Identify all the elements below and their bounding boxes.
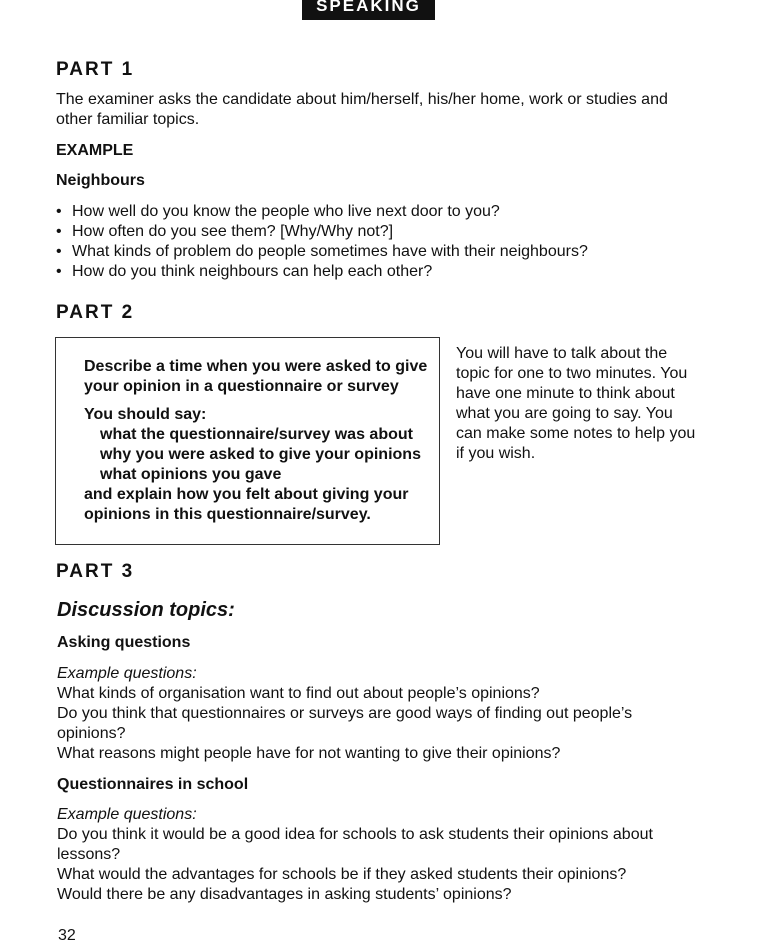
- list-item: why you were asked to give your opinions: [100, 446, 421, 463]
- page-number: 32: [58, 927, 76, 944]
- list-item: • What kinds of problem do people sometimes have with their neighbours?: [56, 242, 588, 262]
- part-1-question-list: [56, 202, 588, 282]
- list-item: What would the advantages for schools be if they asked students their opinions?: [57, 866, 627, 883]
- list-item: Do you think it would be a good idea for schools to ask students their opinions about lessons?: [57, 826, 653, 863]
- list-item: What kinds of organisation want to find out about people’s opinions?: [57, 685, 540, 702]
- example-label: EXAMPLE: [56, 142, 134, 159]
- task-card-should-say: You should say:: [84, 406, 207, 423]
- list-item: what opinions you gave: [100, 466, 282, 483]
- discussion-title: Discussion topics:: [57, 599, 235, 621]
- list-item: • How do you think neighbours can help each other?: [56, 262, 588, 282]
- list-item: • How often do you see them? [Why/Why not?]: [56, 222, 588, 242]
- part-3-heading: PART 3: [56, 561, 135, 582]
- section-banner: SPEAKING: [302, 0, 435, 20]
- part-2-instructions: You will have to talk about the topic for one to two minutes. You have one minute to think about what you are going to say. You can make some notes to help you if you wish.: [456, 345, 696, 462]
- question-list: [57, 684, 677, 764]
- part-1-heading: PART 1: [56, 59, 135, 80]
- task-card: [55, 337, 440, 545]
- example-questions-label: Example questions:: [57, 665, 197, 682]
- part-1-intro: The examiner asks the candidate about him/herself, his/her home, work or studies and other familiar topics.: [56, 91, 668, 128]
- list-item: Would there be any disadvantages in asking students’ opinions?: [57, 886, 512, 903]
- part-1-topic: Neighbours: [56, 172, 145, 189]
- topic-heading-asking-questions: Asking questions: [57, 634, 191, 651]
- example-questions-label: Example questions:: [57, 806, 197, 823]
- task-card-title: Describe a time when you were asked to give your opinion in a questionnaire or survey: [84, 358, 428, 395]
- task-card-points: [100, 425, 421, 485]
- part-2-heading: PART 2: [56, 302, 135, 323]
- list-item: What reasons might people have for not wanting to give their opinions?: [57, 745, 561, 762]
- list-item: Do you think that questionnaires or surveys are good ways of finding out people’s opinions?: [57, 705, 633, 742]
- task-card-explain: and explain how you felt about giving your opinions in this questionnaire/survey.: [84, 486, 409, 523]
- topic-heading-questionnaires-in-school: Questionnaires in school: [57, 776, 249, 793]
- list-item: what the questionnaire/survey was about: [100, 426, 413, 443]
- question-list: [57, 825, 677, 905]
- list-item: • How well do you know the people who live next door to you?: [56, 202, 588, 222]
